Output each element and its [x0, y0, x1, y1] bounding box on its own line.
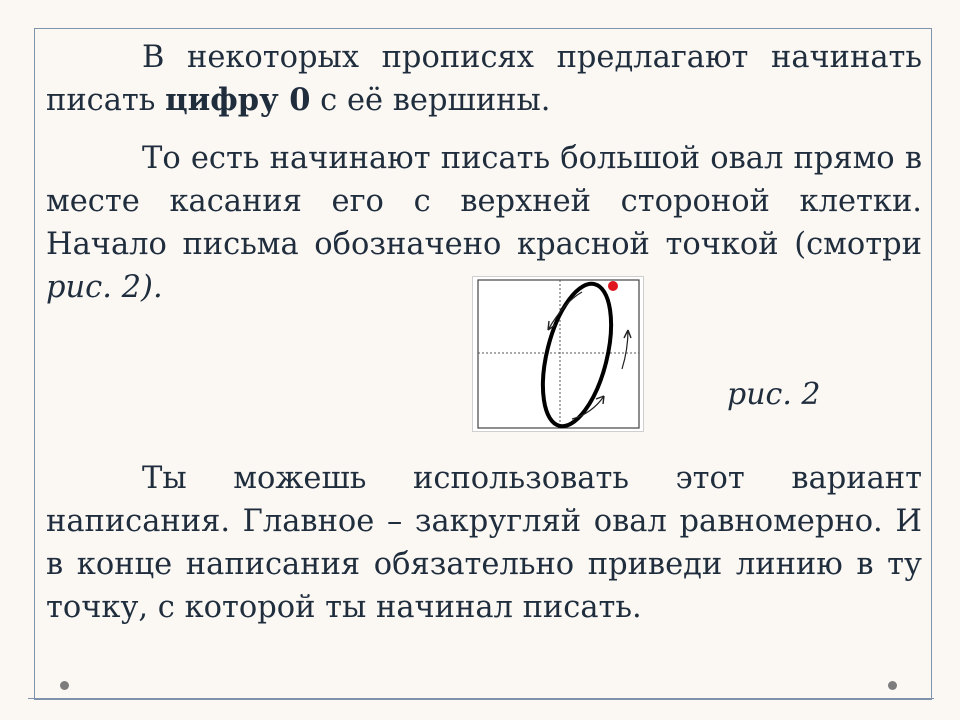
figure-caption: рис. 2: [727, 377, 821, 412]
left-bullet-dot: [60, 681, 69, 690]
paragraph-1: [46, 36, 922, 122]
paragraph-1-end: с её вершины.: [310, 83, 551, 118]
digit-zero-figure: [472, 276, 644, 432]
paragraph-3-text: Ты можешь использовать этот вариант написания. Главное – закругляй овал равномерно. И в конце написания обязательно приведи линию в ту точку, с которой ты начинал писать.: [46, 461, 922, 625]
figure-reference: рис. 2).: [46, 270, 163, 305]
paragraph-3: [46, 457, 922, 629]
paragraph-1-text: В некоторых прописях предлагают начинать писать: [46, 40, 922, 118]
paragraph-2-text: То есть начинают писать большой овал прямо в месте касания его с верхней стороной клетки. Начало письма обозначено красной точкой (смотри: [46, 141, 922, 262]
figure-border: [473, 277, 644, 432]
bottom-divider: [28, 698, 934, 699]
paragraph-1-bold: цифру 0: [165, 82, 311, 118]
start-point-dot: [608, 281, 618, 291]
right-bullet-dot: [888, 681, 897, 690]
